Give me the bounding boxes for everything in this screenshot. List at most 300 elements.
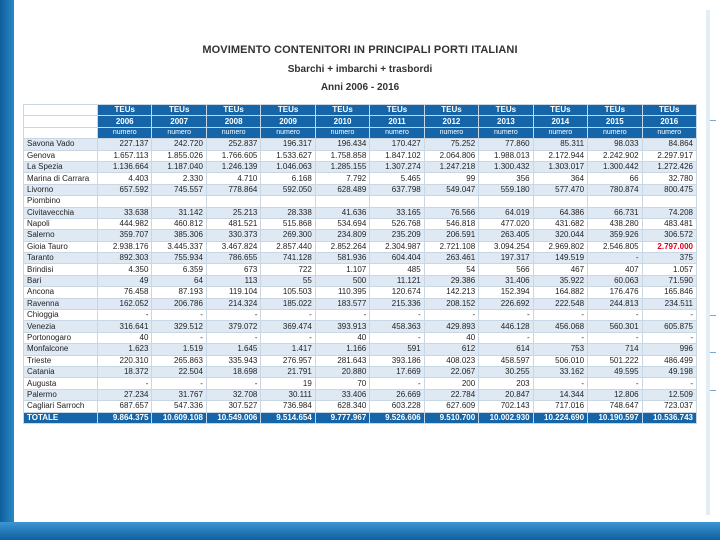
value-cell: 152.394 [479, 287, 533, 298]
value-cell: 31.142 [152, 207, 206, 218]
total-value-cell: 10.609.108 [152, 412, 206, 423]
value-cell: 1.272.426 [642, 161, 696, 172]
value-cell: - [479, 310, 533, 321]
value-cell: 603.228 [370, 401, 424, 412]
value-cell: 892.303 [98, 253, 152, 264]
value-cell: 1.847.102 [370, 150, 424, 161]
left-accent-band [0, 0, 14, 540]
value-cell: 393.186 [370, 355, 424, 366]
value-cell: 71.590 [642, 275, 696, 286]
port-name-cell: Taranto [24, 253, 98, 264]
value-cell: 40 [98, 332, 152, 343]
value-cell: 460.812 [152, 218, 206, 229]
value-cell [152, 196, 206, 207]
value-cell: 40 [315, 332, 369, 343]
value-cell: 7.792 [315, 173, 369, 184]
header-cell: 2007 [152, 116, 206, 127]
value-cell: 431.682 [533, 218, 587, 229]
total-value-cell: 10.536.743 [642, 412, 696, 423]
value-cell: 407 [588, 264, 642, 275]
value-cell: 22.067 [424, 366, 478, 377]
value-cell: 206.786 [152, 298, 206, 309]
value-cell: 164.882 [533, 287, 587, 298]
value-cell: 549.047 [424, 184, 478, 195]
value-cell: 446.128 [479, 321, 533, 332]
value-cell: 214.324 [206, 298, 260, 309]
total-value-cell: 9.514.654 [261, 412, 315, 423]
value-cell [533, 196, 587, 207]
value-cell: 2.172.944 [533, 150, 587, 161]
value-cell: 364 [533, 173, 587, 184]
port-name-cell: Bari [24, 275, 98, 286]
value-cell: 467 [533, 264, 587, 275]
value-cell: 85.311 [533, 139, 587, 150]
value-cell: - [533, 310, 587, 321]
header-cell: numero [588, 127, 642, 138]
value-cell: 87.193 [152, 287, 206, 298]
value-cell: 27.234 [98, 389, 152, 400]
value-cell: 35.922 [533, 275, 587, 286]
table-row [24, 230, 697, 241]
header-cell: TEUs [479, 105, 533, 116]
value-cell: 176.476 [588, 287, 642, 298]
port-name-cell: Monfalcone [24, 344, 98, 355]
value-cell: 70 [315, 378, 369, 389]
value-cell: - [588, 310, 642, 321]
value-cell: 800.475 [642, 184, 696, 195]
table-row [24, 207, 697, 218]
value-cell: - [370, 332, 424, 343]
value-cell: 55 [261, 275, 315, 286]
table-row [24, 184, 697, 195]
value-cell: - [533, 378, 587, 389]
header-cell: 2016 [642, 116, 696, 127]
value-cell [206, 196, 260, 207]
scroll-tick [710, 390, 716, 391]
value-cell: - [370, 310, 424, 321]
value-cell: 170.427 [370, 139, 424, 150]
value-cell: 444.982 [98, 218, 152, 229]
value-cell: 196.434 [315, 139, 369, 150]
table-row [24, 355, 697, 366]
value-cell: 31.767 [152, 389, 206, 400]
table-row [24, 253, 697, 264]
value-cell: 3.445.337 [152, 241, 206, 252]
value-cell: 5.465 [370, 173, 424, 184]
value-cell: - [206, 378, 260, 389]
value-cell: 200 [424, 378, 478, 389]
value-cell [479, 196, 533, 207]
value-cell: 244.813 [588, 298, 642, 309]
value-cell: 4.350 [98, 264, 152, 275]
scroll-tick [710, 120, 716, 121]
value-cell: 185.022 [261, 298, 315, 309]
header-cell: 2011 [370, 116, 424, 127]
value-cell: 2.242.902 [588, 150, 642, 161]
value-cell: 581.936 [315, 253, 369, 264]
value-cell: - [206, 310, 260, 321]
port-name-cell: Civitavecchia [24, 207, 98, 218]
header-cell: TEUs [206, 105, 260, 116]
value-cell: 1.046.063 [261, 161, 315, 172]
value-cell: 486.499 [642, 355, 696, 366]
value-cell: 673 [206, 264, 260, 275]
total-value-cell: 9.526.606 [370, 412, 424, 423]
header-row-measure [24, 127, 697, 138]
value-cell: 604.404 [370, 253, 424, 264]
value-cell: 19 [261, 378, 315, 389]
value-cell: 252.837 [206, 139, 260, 150]
value-cell: 753 [533, 344, 587, 355]
table-row [24, 332, 697, 343]
value-cell: 379.072 [206, 321, 260, 332]
value-cell: 196.317 [261, 139, 315, 150]
value-cell: 32.708 [206, 389, 260, 400]
value-cell: 29.386 [424, 275, 478, 286]
header-cell: numero [206, 127, 260, 138]
value-cell: 506.010 [533, 355, 587, 366]
value-cell: 165.846 [642, 287, 696, 298]
value-cell: 98.033 [588, 139, 642, 150]
value-cell: 20.847 [479, 389, 533, 400]
table-row [24, 310, 697, 321]
value-cell: - [206, 332, 260, 343]
value-cell: 234.511 [642, 298, 696, 309]
value-cell: 438.280 [588, 218, 642, 229]
value-cell: 500 [315, 275, 369, 286]
value-cell: 717.016 [533, 401, 587, 412]
value-cell: 162.052 [98, 298, 152, 309]
value-cell: 546.818 [424, 218, 478, 229]
value-cell: - [642, 378, 696, 389]
value-cell: 385.306 [152, 230, 206, 241]
value-cell: 627.609 [424, 401, 478, 412]
value-cell: 359.707 [98, 230, 152, 241]
value-cell: 113 [206, 275, 260, 286]
value-cell: - [261, 310, 315, 321]
value-cell: 2.330 [152, 173, 206, 184]
value-cell: 356 [479, 173, 533, 184]
value-cell: 778.864 [206, 184, 260, 195]
value-cell: 429.893 [424, 321, 478, 332]
value-cell: 33.638 [98, 207, 152, 218]
value-cell: 1.623 [98, 344, 152, 355]
header-cell: TEUs [642, 105, 696, 116]
value-cell: 723.037 [642, 401, 696, 412]
value-cell: 1.247.218 [424, 161, 478, 172]
header-cell: TEUs [588, 105, 642, 116]
total-value-cell: 10.549.006 [206, 412, 260, 423]
value-cell: 269.300 [261, 230, 315, 241]
value-cell: 203 [479, 378, 533, 389]
value-cell: 1.855.026 [152, 150, 206, 161]
value-cell: 657.592 [98, 184, 152, 195]
value-cell: 1.766.605 [206, 150, 260, 161]
value-cell: - [588, 332, 642, 343]
value-cell: 21.791 [261, 366, 315, 377]
port-name-cell: Brindisi [24, 264, 98, 275]
port-name-cell: Livorno [24, 184, 98, 195]
value-cell: - [315, 310, 369, 321]
value-cell: 748.647 [588, 401, 642, 412]
value-cell: 120.674 [370, 287, 424, 298]
value-cell: - [588, 253, 642, 264]
value-cell: 60.063 [588, 275, 642, 286]
port-name-cell: Palermo [24, 389, 98, 400]
value-cell: 18.698 [206, 366, 260, 377]
value-cell: - [152, 378, 206, 389]
value-cell: 12.509 [642, 389, 696, 400]
port-name-cell: Ancona [24, 287, 98, 298]
table-row [24, 241, 697, 252]
value-cell: 1.988.013 [479, 150, 533, 161]
value-cell: 242.720 [152, 139, 206, 150]
value-cell: - [588, 378, 642, 389]
value-cell: - [98, 378, 152, 389]
port-name-cell: Catania [24, 366, 98, 377]
table-row [24, 287, 697, 298]
value-cell: 77.860 [479, 139, 533, 150]
value-cell: 22.784 [424, 389, 478, 400]
value-cell: 33.165 [370, 207, 424, 218]
value-cell: - [152, 332, 206, 343]
value-cell: 110.395 [315, 287, 369, 298]
value-cell: 197.317 [479, 253, 533, 264]
value-cell: 11.121 [370, 275, 424, 286]
value-cell: 375 [642, 253, 696, 264]
value-cell: 359.926 [588, 230, 642, 241]
value-cell: 40 [424, 332, 478, 343]
value-cell: 66.731 [588, 207, 642, 218]
value-cell: 2.938.176 [98, 241, 152, 252]
value-cell: 780.874 [588, 184, 642, 195]
value-cell: 605.875 [642, 321, 696, 332]
value-cell: 329.512 [152, 321, 206, 332]
table-row [24, 139, 697, 150]
scroll-tick [710, 352, 716, 353]
value-cell [370, 196, 424, 207]
value-cell: 25.213 [206, 207, 260, 218]
page-subtitle: Sbarchi + imbarchi + trasbordi [287, 64, 433, 75]
value-cell: 2.064.806 [424, 150, 478, 161]
value-cell: 234.809 [315, 230, 369, 241]
table-row [24, 161, 697, 172]
table-row [24, 344, 697, 355]
header-cell: numero [98, 127, 152, 138]
header-cell: 2008 [206, 116, 260, 127]
value-cell: 49 [98, 275, 152, 286]
value-cell: 786.655 [206, 253, 260, 264]
port-name-cell: Cagliari Sarroch [24, 401, 98, 412]
value-cell: 755.934 [152, 253, 206, 264]
header-cell: 2006 [98, 116, 152, 127]
value-cell: 330.373 [206, 230, 260, 241]
table-row [24, 150, 697, 161]
table-row [24, 389, 697, 400]
value-cell: 105.503 [261, 287, 315, 298]
value-cell: - [261, 332, 315, 343]
value-cell: 2.969.802 [533, 241, 587, 252]
value-cell: 1.187.040 [152, 161, 206, 172]
container-traffic-table [23, 104, 697, 424]
page-period: Anni 2006 - 2016 [320, 82, 400, 93]
value-cell: 736.984 [261, 401, 315, 412]
table-row [24, 321, 697, 332]
value-cell: 74.208 [642, 207, 696, 218]
value-cell: 149.519 [533, 253, 587, 264]
value-cell [424, 196, 478, 207]
value-cell: 745.557 [152, 184, 206, 195]
header-cell: 2013 [479, 116, 533, 127]
value-cell: 215.336 [370, 298, 424, 309]
value-cell: 4.403 [98, 173, 152, 184]
table-row [24, 275, 697, 286]
header-row-units [24, 105, 697, 116]
value-cell: 22.504 [152, 366, 206, 377]
value-cell: 2.721.108 [424, 241, 478, 252]
value-cell: 1.136.664 [98, 161, 152, 172]
value-cell: 592.050 [261, 184, 315, 195]
value-cell: 3.467.824 [206, 241, 260, 252]
value-cell: 456.068 [533, 321, 587, 332]
value-cell: 335.943 [206, 355, 260, 366]
value-cell: 206.591 [424, 230, 478, 241]
value-cell: 628.489 [315, 184, 369, 195]
value-cell: 628.340 [315, 401, 369, 412]
value-cell: 14.344 [533, 389, 587, 400]
total-value-cell: 10.224.690 [533, 412, 587, 423]
value-cell: 12.806 [588, 389, 642, 400]
port-name-cell: Chioggia [24, 310, 98, 321]
value-cell: 208.152 [424, 298, 478, 309]
value-cell: 4.710 [206, 173, 260, 184]
value-cell [588, 196, 642, 207]
total-value-cell: 9.864.375 [98, 412, 152, 423]
value-cell: 369.474 [261, 321, 315, 332]
total-value-cell: 10.190.597 [588, 412, 642, 423]
value-cell: 49.595 [588, 366, 642, 377]
value-cell: 220.310 [98, 355, 152, 366]
value-cell: 18.372 [98, 366, 152, 377]
port-name-cell: Genova [24, 150, 98, 161]
value-cell: 76.458 [98, 287, 152, 298]
value-cell: 1.307.274 [370, 161, 424, 172]
value-cell: 75.252 [424, 139, 478, 150]
value-cell: 235.209 [370, 230, 424, 241]
value-cell: 2.297.917 [642, 150, 696, 161]
value-cell: 1.166 [315, 344, 369, 355]
port-name-cell: Trieste [24, 355, 98, 366]
header-cell: numero [370, 127, 424, 138]
value-cell: 2.304.987 [370, 241, 424, 252]
value-cell: 64 [152, 275, 206, 286]
value-cell: 577.470 [533, 184, 587, 195]
header-cell: TEUs [370, 105, 424, 116]
value-cell: 1.107 [315, 264, 369, 275]
header-row-years [24, 116, 697, 127]
port-name-cell: Gioia Tauro [24, 241, 98, 252]
value-cell: 1.300.432 [479, 161, 533, 172]
page-title: MOVIMENTO CONTENITORI IN PRINCIPALI PORTI ITALIANI [202, 44, 518, 56]
value-cell: 320.044 [533, 230, 587, 241]
bottom-accent-band [0, 522, 720, 540]
value-cell: 1.533.627 [261, 150, 315, 161]
value-cell [261, 196, 315, 207]
table-row [24, 298, 697, 309]
value-cell: 481.521 [206, 218, 260, 229]
value-cell: 31.406 [479, 275, 533, 286]
value-cell: 612 [424, 344, 478, 355]
value-cell: 84.864 [642, 139, 696, 150]
header-cell: TEUs [98, 105, 152, 116]
value-cell: 483.481 [642, 218, 696, 229]
port-name-cell: Salerno [24, 230, 98, 241]
value-cell: 49.198 [642, 366, 696, 377]
value-cell: 996 [642, 344, 696, 355]
value-cell: 64.019 [479, 207, 533, 218]
value-cell: 1.645 [206, 344, 260, 355]
header-cell: 2010 [315, 116, 369, 127]
value-cell: 526.768 [370, 218, 424, 229]
port-name-cell: Piombino [24, 196, 98, 207]
value-cell: 306.572 [642, 230, 696, 241]
header-cell: TEUs [315, 105, 369, 116]
value-cell: 99 [424, 173, 478, 184]
value-cell: 54 [424, 264, 478, 275]
table-row [24, 366, 697, 377]
value-cell: 1.417 [261, 344, 315, 355]
header-cell: numero [315, 127, 369, 138]
value-cell: 119.104 [206, 287, 260, 298]
value-cell: 2.857.440 [261, 241, 315, 252]
value-cell: 6.359 [152, 264, 206, 275]
port-name-cell: Marina di Carrara [24, 173, 98, 184]
value-cell: 17.669 [370, 366, 424, 377]
value-cell [642, 196, 696, 207]
value-cell: 265.863 [152, 355, 206, 366]
port-name-cell: La Spezia [24, 161, 98, 172]
value-cell: 534.694 [315, 218, 369, 229]
header-cell: 2015 [588, 116, 642, 127]
value-cell: 485 [370, 264, 424, 275]
value-cell: 477.020 [479, 218, 533, 229]
value-cell [98, 196, 152, 207]
value-cell: 33.162 [533, 366, 587, 377]
port-name-cell: Venezia [24, 321, 98, 332]
value-cell: 1.300.442 [588, 161, 642, 172]
value-cell: 722 [261, 264, 315, 275]
total-row [24, 412, 697, 423]
header-cell: numero [261, 127, 315, 138]
value-cell: - [533, 332, 587, 343]
value-cell: 1.519 [152, 344, 206, 355]
value-cell: 687.657 [98, 401, 152, 412]
header-corner-cell [24, 116, 98, 127]
value-cell: 28.338 [261, 207, 315, 218]
value-cell: 614 [479, 344, 533, 355]
value-cell: 307.527 [206, 401, 260, 412]
value-cell: 32.780 [642, 173, 696, 184]
value-cell: - [370, 378, 424, 389]
value-cell: 559.180 [479, 184, 533, 195]
value-cell: 547.336 [152, 401, 206, 412]
table-row [24, 173, 697, 184]
value-cell: 26.669 [370, 389, 424, 400]
value-cell: 566 [479, 264, 533, 275]
value-cell: 741.128 [261, 253, 315, 264]
table-row [24, 264, 697, 275]
value-cell: 1.657.113 [98, 150, 152, 161]
